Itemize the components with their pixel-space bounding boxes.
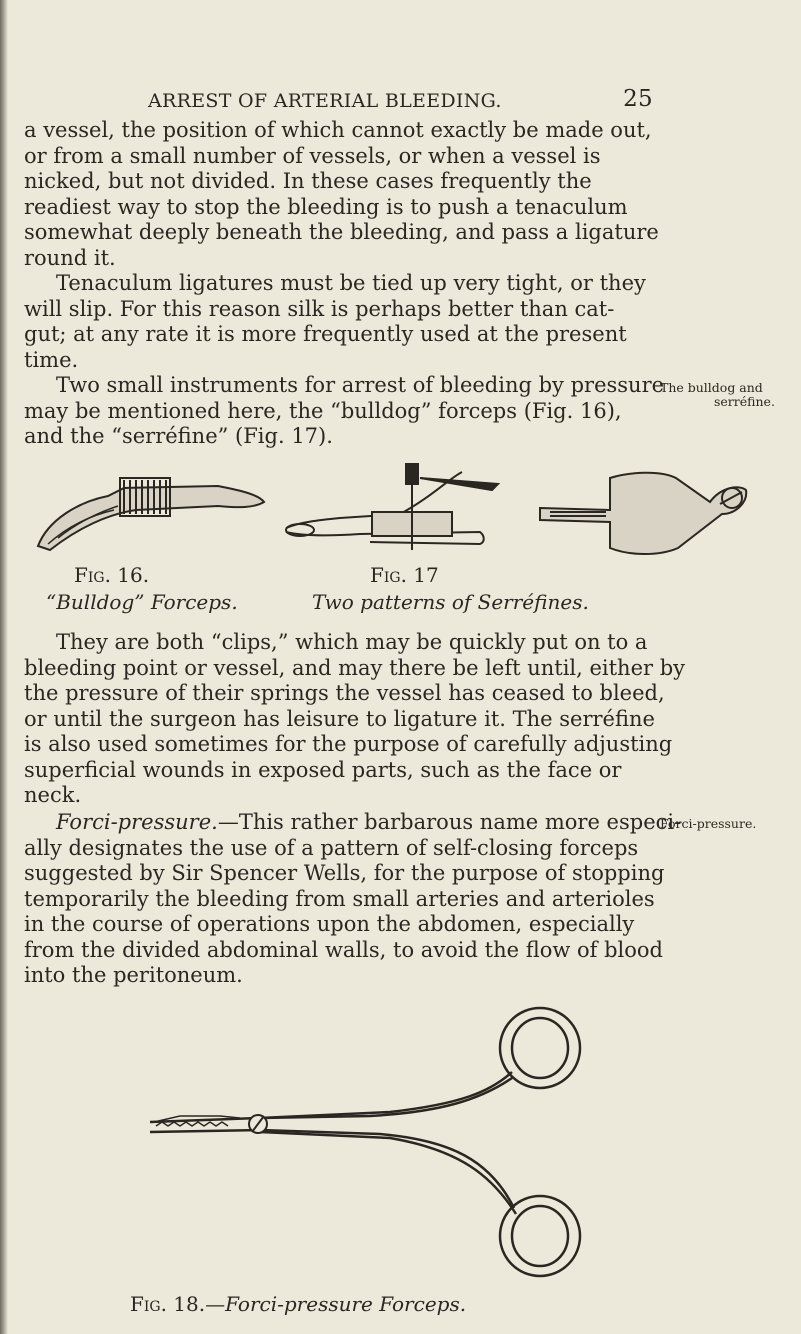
header-title: ARREST OF ARTERIAL BLEEDING. xyxy=(148,90,502,112)
fig16-label: Fig. 16. xyxy=(74,563,150,587)
text-line: Forci-pressure.—This rather barbarous name more especi- xyxy=(56,810,682,834)
section-lead-forci-pressure: Forci-pressure. xyxy=(56,810,218,834)
text-line: may be mentioned here, the “bulldog” forceps (Fig. 16), xyxy=(24,398,622,423)
fig18-forci-pressure-forceps-illustration xyxy=(140,1000,640,1290)
fig17-serrefines-illustration xyxy=(280,458,750,558)
text-line: Tenaculum ligatures must be tied up very tight, or they xyxy=(56,271,646,295)
text-line: readiest way to stop the bleeding is to push a tenaculum xyxy=(24,194,628,219)
page-binding-edge xyxy=(0,0,8,1334)
margin-note-forci-pressure: Forci-pressure. xyxy=(660,816,757,831)
text-line: is also used sometimes for the purpose of carefully adjusting xyxy=(24,732,673,756)
text-line: They are both “clips,” which may be quickly put on to a xyxy=(56,630,648,654)
text-line: superficial wounds in exposed parts, such as the face or xyxy=(24,757,622,782)
text-line: time. xyxy=(24,347,79,372)
text-line: and the “serréfine” (Fig. 17). xyxy=(24,424,333,448)
text-line: a vessel, the position of which cannot exactly be made out, xyxy=(24,118,652,142)
margin-note-bulldog xyxy=(660,381,775,409)
fig16-bulldog-forceps-illustration xyxy=(28,458,268,554)
fig18-caption: —Forci-pressure Forceps. xyxy=(205,1292,467,1316)
text-line: will slip. For this reason silk is perhaps better than cat- xyxy=(24,296,615,321)
paragraph-4 xyxy=(24,630,686,809)
fig17-label: Fig. 17 xyxy=(370,563,439,587)
serrefine-one xyxy=(286,464,498,550)
text-line: gut; at any rate it is more frequently used at the present xyxy=(24,322,627,346)
text-line: or from a small number of vessels, or when a vessel is xyxy=(24,143,601,168)
text-line: in the course of operations upon the abdomen, especially xyxy=(24,912,635,936)
paragraph-5 xyxy=(24,810,682,989)
text-line: the pressure of their springs the vessel has ceased to bleed, xyxy=(24,681,665,705)
margin-note-line: The bulldog and xyxy=(660,380,763,395)
fig16-caption: “Bulldog” Forceps. xyxy=(46,590,238,614)
text-line: bleeding point or vessel, and may there be left until, either by xyxy=(24,655,686,680)
serrefine-two xyxy=(540,473,746,554)
fig18-label: Fig. 18. xyxy=(130,1292,206,1316)
text-line: temporarily the bleeding from small arteries and arterioles xyxy=(24,886,655,911)
text-line: neck. xyxy=(24,783,82,807)
paragraph-3 xyxy=(24,373,665,450)
text-line: nicked, but not divided. In these cases frequently the xyxy=(24,169,592,193)
paragraph-2 xyxy=(24,271,654,373)
text-line: suggested by Sir Spencer Wells, for the purpose of stopping xyxy=(24,861,665,885)
text-line: Two small instruments for arrest of bleeding by pressure xyxy=(56,373,665,397)
text-line: into the peritoneum. xyxy=(24,963,243,987)
margin-note-line: serréfine. xyxy=(714,394,775,409)
fig18-caption-line xyxy=(130,1292,466,1316)
text-line: round it. xyxy=(24,245,116,270)
text-line: from the divided abdominal walls, to avoid the flow of blood xyxy=(24,937,663,962)
text-line: ally designates the use of a pattern of self-closing forceps xyxy=(24,835,639,860)
paragraph-1 xyxy=(24,118,659,271)
text-line: somewhat deeply beneath the bleeding, and pass a ligature xyxy=(24,220,659,244)
page-number: 25 xyxy=(623,86,653,112)
fig17-caption: Two patterns of Serréfines. xyxy=(312,590,589,614)
text-line: or until the surgeon has leisure to ligature it. The serréfine xyxy=(24,706,655,731)
